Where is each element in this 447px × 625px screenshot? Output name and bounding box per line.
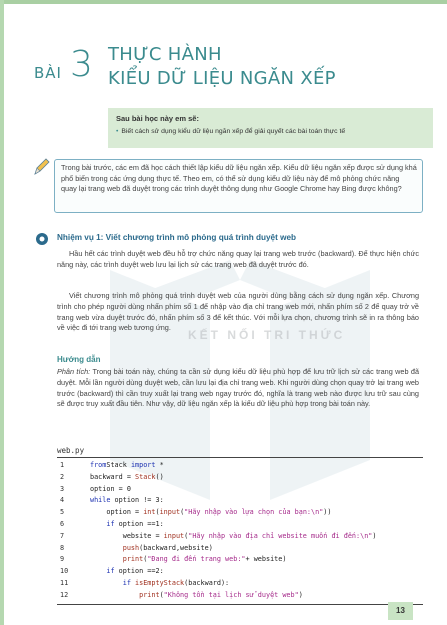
- code-text: [90, 496, 164, 504]
- code-token: (: [184, 531, 189, 540]
- code-text: [90, 591, 303, 599]
- line-number: 10: [60, 567, 69, 576]
- line-number: 7: [60, 531, 65, 540]
- code-token: option ==2:: [114, 567, 164, 576]
- code-line: [57, 485, 423, 497]
- code-token: push: [122, 543, 140, 552]
- code-token: import: [130, 461, 156, 469]
- code-text: [90, 579, 229, 587]
- line-number: 12: [60, 590, 69, 599]
- code-token: (: [143, 555, 148, 564]
- intro-text: Trong bài trước, các em đã học cách thiết lập kiểu dữ liệu ngăn xếp. Kiểu dữ liệu ngăn xếp được sử dụng khá phổ biến trong các ứng dụng thực tế. Theo em, có thể sử dụng kiểu dữ liệu này để mô phỏng chức năng quay lại trang web đã duyệt trong các trình duyệt thông dụng như Google Chrome hay Bing được không?: [61, 163, 417, 194]
- code-token: "Hãy nhập vào lựa chọn của bạn:\n": [184, 508, 324, 517]
- lesson-title-line1: THỰC HÀNH: [108, 44, 222, 65]
- code-token: (backward,website): [139, 543, 213, 552]
- code-line: [57, 520, 423, 532]
- line-number: 2: [60, 472, 65, 481]
- code-token: while: [90, 496, 111, 505]
- code-token: from: [90, 461, 107, 469]
- code-token: ): [372, 531, 377, 540]
- code-token: if: [106, 520, 115, 528]
- line-number: 9: [60, 555, 65, 564]
- code-line: [57, 532, 423, 544]
- code-token: print: [139, 590, 160, 599]
- code-token: Stack: [106, 461, 131, 469]
- code-filename: web.py: [57, 446, 85, 455]
- code-token: (): [155, 472, 164, 481]
- line-number: 1: [60, 461, 65, 469]
- code-line: [57, 555, 423, 567]
- code-line: [57, 508, 423, 520]
- code-token: (: [180, 508, 185, 517]
- code-text: [90, 473, 164, 481]
- code-line: [57, 473, 423, 485]
- lesson-number: 3: [70, 44, 93, 85]
- code-token: isEmptyStack: [135, 579, 185, 587]
- code-text: [90, 555, 286, 563]
- code-line: [57, 461, 423, 473]
- code-text: [90, 544, 213, 552]
- code-token: "Không tồn tại lịch sử duyệt web": [163, 590, 299, 599]
- code-token: option = 0: [90, 484, 131, 493]
- code-token: "Hãy nhập vào địa chỉ website muốn đi đến:\n": [188, 531, 373, 540]
- pencil-icon: [32, 157, 50, 177]
- code-text: [90, 532, 376, 540]
- guide-heading: Hướng dẫn: [57, 355, 101, 364]
- code-token: print: [122, 555, 144, 564]
- lesson-label: BÀI: [34, 64, 62, 82]
- code-token: (: [155, 508, 160, 517]
- code-token: if: [122, 579, 131, 587]
- code-text: [90, 461, 164, 469]
- code-token: website =: [122, 531, 164, 540]
- code-text: [90, 508, 331, 516]
- code-token: option ==1:: [114, 520, 164, 528]
- learning-goals-heading: Sau bài học này em sẽ:: [116, 114, 199, 123]
- line-number: 8: [60, 543, 65, 552]
- code-text: [90, 567, 164, 575]
- code-token: (: [159, 590, 164, 599]
- learning-goal-item: [116, 128, 345, 135]
- analysis-text: Trong bài toán này, chúng ta cần sử dụng kiểu dữ liệu phù hợp để lưu trữ lịch sử các trang web đã duyệt. Mỗi lần người dùng duyệt web, cần lưu lại địa chỉ trang web. Khi người dùng chọn quay trở lại trang web trước (backward) thì cần truy xuất lại trang web ngay trước đó, nghĩa là trang web nào được lưu trữ sau cùng sẽ được truy xuất đầu tiên. Như vậy, dữ liệu ngăn xếp là kiểu dữ liệu phù hợp trong bài toán này.: [57, 367, 420, 409]
- line-number: 4: [60, 496, 65, 505]
- code-token: (backward):: [184, 579, 230, 587]
- top-edge-strip: [0, 0, 447, 4]
- task-paragraph-2: Viết chương trình mô phỏng quá trình duyệt web của người dùng bằng cách sử dụng ngăn xếp. Chương trình cho phép người dùng nhấn phím số 1 để nhập vào địa chỉ trang web mới, nhấn phím số 2 để quay trở về trang web vừa duyệt trước đó, nhấn phím số 3 để kết thúc. Với mỗi lựa chọn, chương trình sẽ in ra thông báo về việc đi tới trang web tương ứng.: [57, 291, 419, 333]
- page-number: 13: [388, 602, 413, 620]
- code-token: ): [298, 590, 303, 599]
- task-gear-icon: [35, 232, 49, 246]
- code-token: + website): [245, 555, 287, 564]
- bullet-icon: •: [116, 128, 119, 135]
- line-number: 11: [60, 579, 69, 587]
- code-line: [57, 567, 423, 579]
- code-token: option =: [106, 508, 144, 517]
- analysis-paragraph: [57, 367, 419, 410]
- learning-goals-box: [108, 108, 433, 148]
- code-token: backward =: [90, 472, 136, 481]
- code-line: [57, 591, 423, 603]
- code-token: int: [143, 508, 156, 517]
- task-paragraph-1: Hầu hết các trình duyệt web đều hỗ trợ chức năng quay lại trang web trước (backward). Để thực hiện chức năng này, các trình duyệt web lưu lại lịch sử các trang web đã duyệt trước đó.: [57, 249, 419, 269]
- code-line: [57, 544, 423, 556]
- intro-question-box: [54, 159, 423, 213]
- left-edge-strip: [0, 0, 4, 625]
- code-token: *: [155, 461, 164, 469]
- code-token: "Đang đi đến trang web:": [147, 555, 246, 564]
- code-token: input: [163, 531, 185, 540]
- line-number: 3: [60, 484, 65, 493]
- code-token: option != 3:: [110, 496, 164, 505]
- analysis-label: Phân tích:: [57, 367, 91, 376]
- code-token: )): [323, 508, 332, 517]
- line-number: 5: [60, 508, 65, 517]
- code-token: input: [159, 508, 181, 517]
- task-title: Nhiệm vụ 1: Viết chương trình mô phỏng quá trình duyệt web: [57, 233, 297, 242]
- line-number: 6: [60, 520, 65, 528]
- code-text: [90, 485, 131, 493]
- learning-goal-text: Biết cách sử dụng kiểu dữ liệu ngăn xếp để giải quyết các bài toán thực tế: [121, 128, 346, 135]
- code-token: Stack: [135, 472, 156, 481]
- code-token: if: [106, 567, 115, 576]
- lesson-title-line2: KIỂU DỮ LIỆU NGĂN XẾP: [108, 68, 336, 89]
- code-line: [57, 579, 423, 591]
- code-text: [90, 520, 164, 528]
- watermark-text: KẾT NỐI TRI THỨC: [188, 328, 346, 342]
- code-listing: [57, 457, 423, 605]
- code-line: [57, 496, 423, 508]
